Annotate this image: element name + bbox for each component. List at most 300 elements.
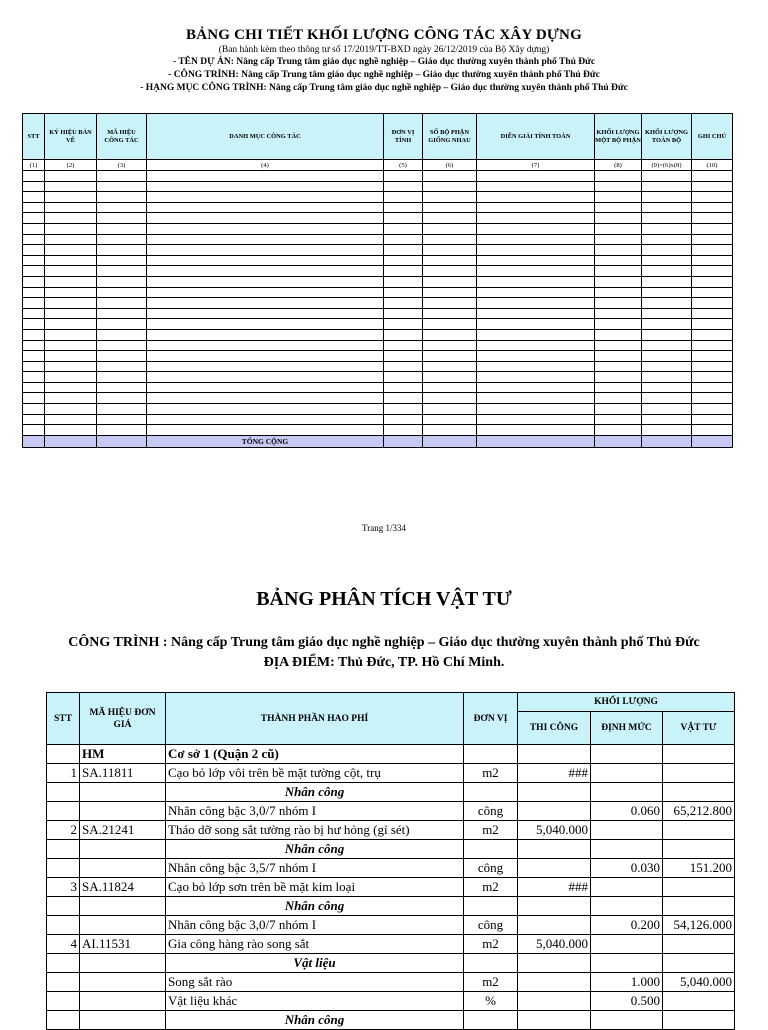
col-header: KHỐI LƯỢNG TOÀN BỘ [642, 114, 692, 160]
row-unit: công [464, 802, 518, 821]
empty-row [23, 340, 733, 351]
empty-cell [595, 319, 642, 330]
col-header-code: MÃ HIỆU ĐƠN GIÁ [80, 693, 166, 745]
empty-cell [477, 351, 595, 362]
row-unit: công [464, 916, 518, 935]
empty-cell [642, 181, 692, 192]
row-norm [591, 878, 663, 897]
row-code [80, 1011, 166, 1030]
empty-cell [23, 414, 45, 425]
column-number: (3) [97, 160, 147, 171]
empty-cell [45, 202, 97, 213]
empty-cell [642, 414, 692, 425]
empty-cell [477, 404, 595, 415]
row-construction: 5,040.000 [518, 935, 591, 954]
empty-cell [147, 192, 384, 203]
empty-cell [23, 298, 45, 309]
row-name: Nhân công bậc 3,0/7 nhóm I [166, 916, 464, 935]
row-stt [47, 992, 80, 1011]
empty-cell [423, 255, 477, 266]
empty-cell [692, 245, 733, 256]
row-unit [464, 954, 518, 973]
empty-cell [45, 361, 97, 372]
empty-cell [642, 319, 692, 330]
empty-cell [23, 319, 45, 330]
row-stt [47, 1011, 80, 1030]
empty-cell [692, 276, 733, 287]
row-code [80, 973, 166, 992]
sheet2-location-line: ĐỊA ĐIỂM: Thủ Đức, TP. Hồ Chí Minh. [263, 655, 505, 670]
column-number: (8) [595, 160, 642, 171]
row-stt [47, 783, 80, 802]
empty-cell [477, 213, 595, 224]
empty-cell [595, 181, 642, 192]
empty-cell [147, 425, 384, 436]
col-header-construction: THI CÔNG [518, 712, 591, 745]
empty-cell [642, 329, 692, 340]
table-row [47, 935, 735, 954]
row-norm: 0.060 [591, 802, 663, 821]
empty-cell [384, 404, 423, 415]
empty-cell [384, 192, 423, 203]
row-norm: 1.000 [591, 973, 663, 992]
empty-cell [642, 340, 692, 351]
column-number: (9)=(6)x(8) [642, 160, 692, 171]
row-norm [591, 897, 663, 916]
empty-cell [477, 223, 595, 234]
empty-cell [595, 266, 642, 277]
sheet1-title: BẢNG CHI TIẾT KHỐI LƯỢNG CÔNG TÁC XÂY DỰNG [186, 27, 582, 43]
empty-row [23, 234, 733, 245]
empty-cell [477, 382, 595, 393]
col-header: DANH MỤC CÔNG TÁC [147, 114, 384, 160]
empty-cell [692, 372, 733, 383]
row-name: Nhân công bậc 3,0/7 nhóm I [166, 802, 464, 821]
row-norm [591, 783, 663, 802]
empty-cell [45, 329, 97, 340]
sheet2-header [0, 633, 768, 673]
empty-cell [147, 382, 384, 393]
row-name: Tháo dỡ song sắt tường rào bị hư hỏng (gỉ sét) [166, 821, 464, 840]
row-norm [591, 821, 663, 840]
empty-row [23, 171, 733, 182]
row-name: Nhân công [166, 1011, 464, 1030]
empty-cell [384, 340, 423, 351]
empty-cell [45, 266, 97, 277]
row-unit [464, 840, 518, 859]
row-construction [518, 954, 591, 973]
row-material [663, 897, 735, 916]
empty-cell [23, 393, 45, 404]
empty-cell [477, 181, 595, 192]
empty-cell [384, 234, 423, 245]
empty-cell [595, 404, 642, 415]
empty-cell [477, 276, 595, 287]
row-norm [591, 745, 663, 764]
empty-cell [595, 234, 642, 245]
empty-cell [147, 340, 384, 351]
empty-cell [692, 393, 733, 404]
empty-cell [595, 372, 642, 383]
row-stt: 1 [47, 764, 80, 783]
empty-cell [692, 223, 733, 234]
col-header-unit: ĐƠN VỊ [464, 693, 518, 745]
empty-cell [147, 319, 384, 330]
empty-cell [595, 425, 642, 436]
row-material [663, 935, 735, 954]
empty-cell [423, 393, 477, 404]
empty-cell [477, 361, 595, 372]
sheet1-work-line: - CÔNG TRÌNH: Nâng cấp Trung tâm giáo dục nghề nghiệp – Giáo dục thường xuyên thành phố Thủ Đức [168, 70, 600, 80]
total-cell [642, 435, 692, 447]
empty-cell [423, 213, 477, 224]
empty-cell [23, 382, 45, 393]
empty-cell [45, 245, 97, 256]
table-row [47, 821, 735, 840]
empty-cell [423, 414, 477, 425]
empty-cell [642, 223, 692, 234]
empty-cell [642, 393, 692, 404]
empty-cell [384, 329, 423, 340]
empty-cell [23, 308, 45, 319]
empty-cell [384, 181, 423, 192]
sheet1-subtitle: (Ban hành kèm theo thông tư số 17/2019/TT-BXD ngày 26/12/2019 của Bộ Xây dựng) [218, 45, 550, 55]
empty-cell [642, 382, 692, 393]
row-construction [518, 992, 591, 1011]
empty-cell [423, 287, 477, 298]
empty-cell [477, 329, 595, 340]
empty-cell [384, 171, 423, 182]
empty-cell [692, 319, 733, 330]
empty-cell [692, 192, 733, 203]
empty-cell [642, 202, 692, 213]
empty-cell [23, 361, 45, 372]
empty-cell [384, 351, 423, 362]
table-row [47, 783, 735, 802]
row-name: Gia công hàng rào song sắt [166, 935, 464, 954]
column-number: (7) [477, 160, 595, 171]
col-header: KÝ HIỆU BẢN VẼ [45, 114, 97, 160]
empty-cell [692, 181, 733, 192]
row-construction: 5,040.000 [518, 821, 591, 840]
col-header: DIỄN GIẢI TÍNH TOÁN [477, 114, 595, 160]
row-material [663, 783, 735, 802]
row-name: Cạo bỏ lớp sơn trên bề mặt kim loại [166, 878, 464, 897]
empty-cell [477, 414, 595, 425]
empty-cell [642, 372, 692, 383]
empty-cell [23, 372, 45, 383]
empty-row [23, 192, 733, 203]
empty-cell [23, 340, 45, 351]
empty-cell [423, 425, 477, 436]
row-code: SA.11811 [80, 764, 166, 783]
empty-cell [23, 255, 45, 266]
empty-cell [97, 319, 147, 330]
empty-cell [642, 298, 692, 309]
empty-cell [147, 223, 384, 234]
row-unit: m2 [464, 973, 518, 992]
empty-cell [477, 372, 595, 383]
row-construction [518, 897, 591, 916]
empty-cell [97, 223, 147, 234]
empty-cell [642, 425, 692, 436]
empty-cell [45, 223, 97, 234]
empty-cell [595, 340, 642, 351]
row-construction [518, 783, 591, 802]
empty-cell [423, 234, 477, 245]
column-number: (1) [23, 160, 45, 171]
empty-cell [147, 266, 384, 277]
empty-cell [423, 361, 477, 372]
empty-cell [384, 223, 423, 234]
empty-cell [97, 255, 147, 266]
sheet2-header-row [47, 693, 735, 712]
empty-cell [45, 234, 97, 245]
empty-cell [45, 192, 97, 203]
empty-cell [692, 255, 733, 266]
empty-cell [23, 202, 45, 213]
sheet2-project-line: CÔNG TRÌNH : Nâng cấp Trung tâm giáo dục nghề nghiệp – Giáo dục thường xuyên thành phố Thủ Đức [68, 635, 700, 650]
col-header: MÃ HIỆU CÔNG TÁC [97, 114, 147, 160]
sheet1-project-line: - TÊN DỰ ÁN: Nâng cấp Trung tâm giáo dục nghề nghiệp – Giáo dục thường xuyên thành phố Thủ Đức [172, 57, 596, 67]
empty-cell [23, 245, 45, 256]
empty-cell [147, 287, 384, 298]
empty-cell [384, 319, 423, 330]
sheet1-header [0, 26, 768, 95]
empty-cell [97, 234, 147, 245]
row-construction [518, 840, 591, 859]
table-row [47, 1011, 735, 1030]
empty-cell [147, 404, 384, 415]
row-name: Cạo bỏ lớp vôi trên bề mặt tường cột, trụ [166, 764, 464, 783]
column-number: (6) [423, 160, 477, 171]
empty-cell [384, 425, 423, 436]
col-header: SỐ BỘ PHẬN GIỐNG NHAU [423, 114, 477, 160]
empty-cell [23, 181, 45, 192]
total-label: TỔNG CỘNG [147, 435, 384, 447]
col-header: ĐƠN VỊ TÍNH [384, 114, 423, 160]
empty-cell [23, 351, 45, 362]
row-construction [518, 973, 591, 992]
empty-cell [692, 361, 733, 372]
empty-cell [23, 213, 45, 224]
row-construction [518, 1011, 591, 1030]
empty-cell [692, 202, 733, 213]
empty-cell [423, 298, 477, 309]
empty-row [23, 266, 733, 277]
empty-cell [595, 298, 642, 309]
sheet1-header-row [23, 114, 733, 160]
empty-cell [45, 393, 97, 404]
row-name: Nhân công [166, 840, 464, 859]
empty-cell [147, 372, 384, 383]
empty-cell [23, 223, 45, 234]
row-stt [47, 840, 80, 859]
col-header-quantity-group: KHỐI LƯỢNG [518, 693, 735, 712]
empty-cell [23, 192, 45, 203]
row-stt [47, 745, 80, 764]
empty-cell [97, 287, 147, 298]
col-header: KHỐI LƯỢNG MỘT BỘ PHẬN [595, 114, 642, 160]
row-unit: m2 [464, 764, 518, 783]
empty-cell [423, 319, 477, 330]
volume-detail-table [22, 113, 733, 448]
row-norm: 0.030 [591, 859, 663, 878]
empty-row [23, 287, 733, 298]
empty-cell [23, 404, 45, 415]
empty-cell [692, 266, 733, 277]
row-name: Vật liệu khác [166, 992, 464, 1011]
empty-cell [692, 298, 733, 309]
table-row [47, 878, 735, 897]
empty-cell [642, 404, 692, 415]
empty-row [23, 202, 733, 213]
empty-cell [147, 361, 384, 372]
empty-cell [45, 213, 97, 224]
table-row [47, 840, 735, 859]
empty-cell [595, 361, 642, 372]
empty-cell [595, 329, 642, 340]
empty-cell [477, 425, 595, 436]
empty-cell [97, 351, 147, 362]
empty-cell [477, 192, 595, 203]
empty-cell [23, 276, 45, 287]
empty-cell [692, 404, 733, 415]
sheet2-title: BẢNG PHÂN TÍCH VẬT TƯ [256, 588, 512, 610]
empty-cell [45, 319, 97, 330]
empty-cell [642, 255, 692, 266]
row-unit [464, 1011, 518, 1030]
empty-cell [45, 425, 97, 436]
empty-cell [45, 404, 97, 415]
row-unit: công [464, 859, 518, 878]
empty-cell [477, 202, 595, 213]
empty-cell [642, 351, 692, 362]
empty-cell [147, 351, 384, 362]
empty-row [23, 372, 733, 383]
row-name: Nhân công [166, 897, 464, 916]
empty-row [23, 351, 733, 362]
empty-cell [595, 287, 642, 298]
empty-cell [97, 192, 147, 203]
empty-cell [384, 298, 423, 309]
empty-cell [97, 245, 147, 256]
row-construction [518, 859, 591, 878]
row-unit [464, 783, 518, 802]
row-stt [47, 973, 80, 992]
empty-cell [692, 287, 733, 298]
table-row [47, 916, 735, 935]
empty-cell [692, 329, 733, 340]
empty-cell [423, 404, 477, 415]
empty-cell [692, 308, 733, 319]
empty-cell [147, 202, 384, 213]
table-row [47, 973, 735, 992]
empty-cell [642, 276, 692, 287]
empty-cell [97, 171, 147, 182]
row-construction [518, 745, 591, 764]
empty-cell [423, 245, 477, 256]
empty-cell [477, 319, 595, 330]
row-code [80, 916, 166, 935]
empty-cell [692, 414, 733, 425]
empty-cell [595, 213, 642, 224]
empty-cell [423, 181, 477, 192]
empty-cell [147, 393, 384, 404]
empty-cell [97, 393, 147, 404]
empty-cell [423, 202, 477, 213]
row-norm [591, 935, 663, 954]
empty-cell [595, 192, 642, 203]
empty-cell [642, 234, 692, 245]
empty-cell [97, 361, 147, 372]
empty-cell [477, 255, 595, 266]
empty-cell [692, 425, 733, 436]
empty-cell [642, 287, 692, 298]
empty-cell [384, 382, 423, 393]
empty-cell [23, 171, 45, 182]
row-norm [591, 764, 663, 783]
row-code: HM [80, 745, 166, 764]
empty-row [23, 223, 733, 234]
empty-cell [477, 308, 595, 319]
empty-cell [384, 414, 423, 425]
row-stt: 4 [47, 935, 80, 954]
row-name: Nhân công bậc 3,5/7 nhóm I [166, 859, 464, 878]
empty-cell [45, 287, 97, 298]
row-code: AI.11531 [80, 935, 166, 954]
row-stt [47, 897, 80, 916]
empty-cell [45, 181, 97, 192]
empty-cell [423, 192, 477, 203]
row-code: SA.11824 [80, 878, 166, 897]
col-header: GHI CHÚ [692, 114, 733, 160]
row-material: 65,212.800 [663, 802, 735, 821]
row-code [80, 783, 166, 802]
total-cell [45, 435, 97, 447]
empty-cell [423, 266, 477, 277]
empty-cell [97, 213, 147, 224]
empty-cell [97, 276, 147, 287]
empty-cell [45, 372, 97, 383]
row-material [663, 1011, 735, 1030]
empty-cell [147, 245, 384, 256]
row-material [663, 745, 735, 764]
empty-cell [384, 202, 423, 213]
empty-cell [45, 298, 97, 309]
empty-cell [384, 276, 423, 287]
empty-row [23, 404, 733, 415]
row-code: SA.21241 [80, 821, 166, 840]
empty-cell [23, 329, 45, 340]
empty-cell [595, 393, 642, 404]
empty-cell [23, 425, 45, 436]
row-code [80, 954, 166, 973]
empty-row [23, 425, 733, 436]
row-material [663, 764, 735, 783]
page-number: Trang 1/334 [362, 523, 406, 533]
row-norm [591, 954, 663, 973]
row-construction [518, 802, 591, 821]
empty-cell [97, 181, 147, 192]
empty-cell [97, 425, 147, 436]
row-material [663, 878, 735, 897]
empty-cell [692, 382, 733, 393]
empty-row [23, 245, 733, 256]
total-cell [692, 435, 733, 447]
empty-cell [642, 361, 692, 372]
empty-cell [477, 340, 595, 351]
